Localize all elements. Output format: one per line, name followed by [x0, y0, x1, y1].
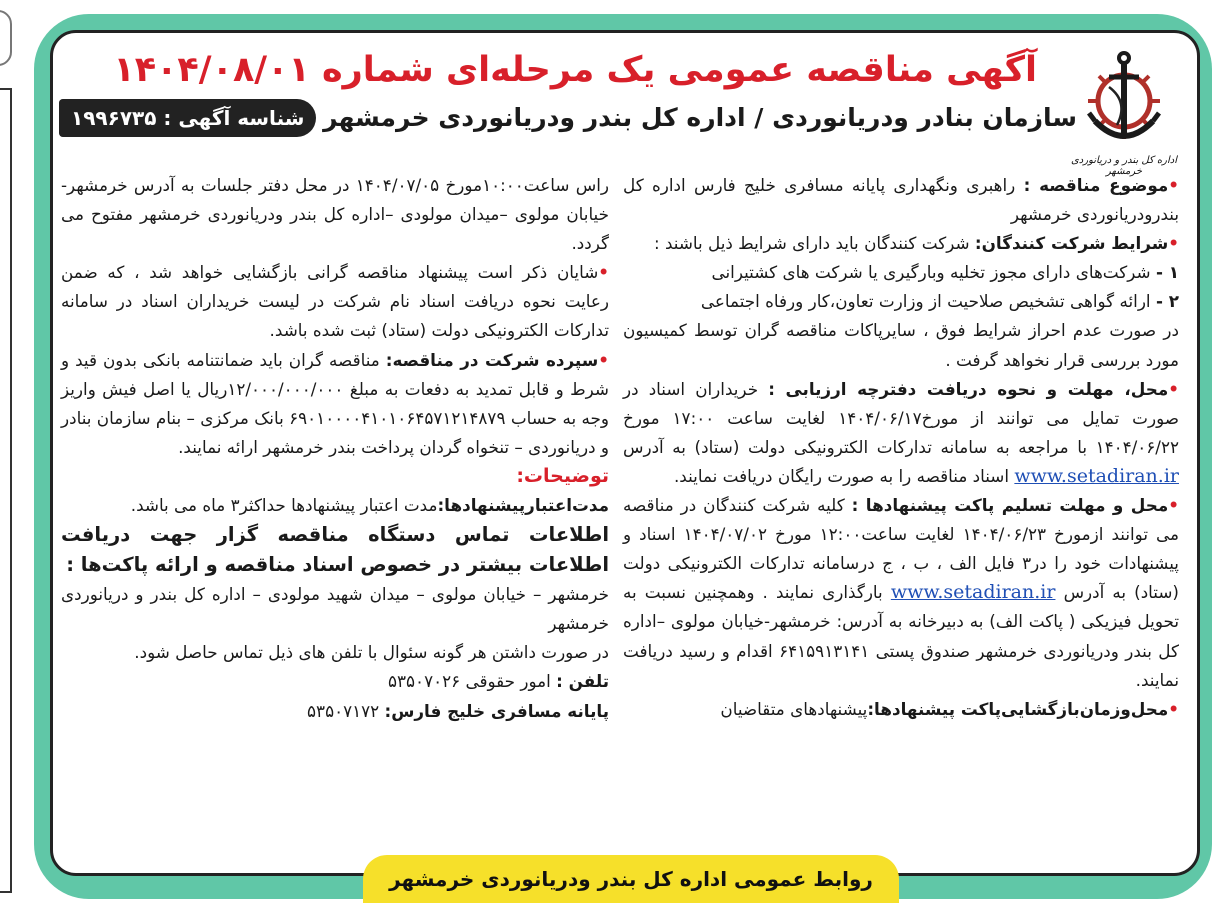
receipt-paragraph [623, 375, 1179, 491]
condition-1 [623, 258, 1179, 287]
opening-continuation: راس ساعت۱۰:۰۰مورخ ۱۴۰۴/۰۷/۰۵ در محل دفتر جلسات به آدرس خرمشهر-خیابان مولوی –میدان مولودی –اداره کل بندر ودریانوردی خرمشهر مفتوح می گردد. [61, 175, 609, 254]
setadiran-link-2[interactable]: www.setadiran.ir [890, 581, 1056, 604]
bullet-icon: • [1168, 175, 1179, 195]
topic-paragraph [623, 171, 1179, 229]
notice-title: آگهی مناقصه عمومی یک مرحله‌ای شماره ۱۴۰۴/۰۸/۰۱ [113, 50, 1037, 90]
anchor-helm-icon [1069, 47, 1179, 157]
contact-note: در صورت داشتن هر گونه سئوال با تلفن های ذیل تماس حاصل شود. [134, 642, 609, 663]
bullet-icon: • [598, 349, 610, 370]
conditions-text: شرکت کنندگان باید دارای شرایط ذیل باشند : [653, 233, 970, 254]
conditions-paragraph [623, 229, 1179, 258]
footer-banner: روابط عمومی اداره کل بندر ودریانوردی خرمشهر [363, 855, 899, 903]
receipt-tail: اسناد مناقصه را به صورت رایگان دریافت نمایند. [673, 465, 1010, 486]
condition-2-text: ارائه گواهی تشخیص صلاحیت از وزارت تعاون،کار ورفاه اجتماعی [700, 291, 1151, 312]
deposit-label: سپرده شرکت در مناقصه: [385, 349, 599, 370]
left-column [61, 171, 609, 726]
delivery-text: کلیه شرکت کنندگان در مناقصه می توانند ازمورخ ۱۴۰۴/۰۶/۲۳ لغایت ساعت۱۲:۰۰ مورخ ۱۴۰۴/۰۷/۰۲ اسناد و پیشنهادات خود را در۳ فایل الف ، ب ، ج درسامانه تدارکات الکترونیکی دولت (ستاد) به آدرس [623, 495, 1180, 603]
notice-subtitle: سازمان بنادر ودریانوردی / اداره کل بندر ودریانوردی خرمشهر [323, 103, 1077, 132]
phone-text: امور حقوقی ۵۳۵۰۷۰۲۶ [388, 671, 551, 692]
condition-2 [623, 287, 1179, 316]
conditions-note: در صورت عدم احراز شرایط فوق ، سایرپاکات مناقصه گران توسط کمیسیون مورد بررسی قرار نخواهد گرفت . [623, 320, 1179, 370]
notice-frame [50, 30, 1200, 891]
contact-heading: اطلاعات تماس دستگاه مناقصه گزار جهت دریافت اطلاعات بیشتر در خصوص اسناد مناقصه و ارائه پاکت‌ها : [61, 523, 609, 577]
validity-text: مدت اعتبار پیشنهادها حداکثر۳ ماه می باشد. [130, 495, 438, 516]
terminal-label: پایانه مسافری خلیج فارس: [384, 700, 609, 721]
phone-line [61, 667, 609, 696]
receipt-label: محل، مهلت و نحوه دریافت دفترچه ارزیابی : [768, 378, 1169, 399]
topic-text: راهبری ونگهداری پایانه مسافری خلیج فارس اداره کل بندرودریانوردی خرمشهر [623, 175, 1179, 225]
setadiran-link[interactable]: www.setadiran.ir [1014, 464, 1179, 487]
logo-caption: اداره کل بندر و دریانوردی خرمشهر [1070, 155, 1177, 177]
page-edge-rule [0, 88, 12, 893]
terminal-phone-line [61, 697, 609, 726]
bullet-icon: • [1168, 698, 1179, 719]
condition-1-number: ۱ - [1155, 262, 1179, 283]
opening-text: پیشنهادهای متقاضیان [720, 698, 868, 719]
delivery-tail: بارگذاری نمایند . وهمچنین نسبت به تحویل فیزیکی ( پاکت الف) به دبیرخانه به آدرس: خرمشهر-خیابان مولوی –اداره کل بندر ودریانوردی خرمشهر صندوق پستی ۶۴۱۵۹۱۳۱۴۱ اقدام و رسید دریافت نمایند. [623, 582, 1180, 690]
logo [1069, 47, 1179, 177]
bullet-icon: • [1168, 233, 1179, 254]
topic-label: موضوع مناقصه : [1023, 175, 1169, 195]
bullet-icon: • [598, 262, 609, 283]
validity-paragraph [61, 491, 609, 520]
deposit-paragraph [61, 346, 609, 462]
condition-1-text: شرکت‌های دارای مجوز تخلیه وبارگیری یا شرکت های کشتیرانی [711, 262, 1151, 283]
notice-id-badge: شناسه آگهی : ۱۹۹۶۷۳۵ [59, 99, 316, 137]
note-text: شایان ذکر است پیشنهاد مناقصه گرانی بازگشایی خواهد شد ، که ضمن رعایت نحوه دریافت اسناد نام شرکت در لیست خریداران اسناد در سامانه تدارکات الکترونیکی دولت (ستاد) ثبت شده باشد. [61, 262, 609, 341]
receipt-text: خریداران اسناد در صورت تمایل می توانند از مورخ۱۴۰۴/۰۶/۱۷ لغایت ساعت ۱۷:۰۰ مورخ ۱۴۰۴/۰۶/۲۲ با مراجعه به سامانه تدارکات الکترونیکی دولت (ستاد) به آدرس [623, 378, 1179, 457]
contact-address: خرمشهر – خیابان مولوی – میدان شهید مولودی – اداره کل بندر و دریانوردی خرمشهر [61, 584, 609, 634]
opening-paragraph [623, 695, 1179, 724]
right-column [623, 171, 1179, 724]
bullet-icon: • [1168, 495, 1179, 516]
terminal-phone: ۵۳۵۰۷۱۷۲ [307, 700, 380, 721]
explanations-heading: توضیحات: [516, 464, 609, 487]
bullet-icon: • [1168, 378, 1179, 399]
delivery-paragraph [623, 491, 1179, 695]
phone-label: تلفن : [556, 671, 609, 692]
delivery-label: محل و مهلت تسلیم پاکت پیشنهادها : [851, 495, 1169, 516]
opening-label: محل‌وزمان‌بازگشایی‌پاکت پیشنهادها: [867, 698, 1169, 719]
conditions-label: شرایط شرکت کنندگان: [974, 233, 1169, 254]
page-edge-tab [0, 10, 12, 66]
condition-2-number: ۲ - [1155, 291, 1179, 312]
note-paragraph [61, 258, 609, 345]
deposit-text: مناقصه گران باید ضمانتنامه بانکی بدون قید و شرط و قابل تمدید به دفعات به مبلغ ۱۲/۰۰۰/۰۰۰/۰۰۰ریال یا اصل فیش واریز وجه به حساب ۶۹۰۱۰۰۰۰۴۱۰۱۰۶۴۵۷۱۲۱۴۸۷۹ بانک مرکزی – بنام سازمان بنادر و دریانوردی – تنخواه گردان پرداخت بندر خرمشهر ارائه نمایند. [61, 349, 609, 457]
validity-label: مدت‌اعتبارپیشنهادها: [437, 495, 609, 516]
